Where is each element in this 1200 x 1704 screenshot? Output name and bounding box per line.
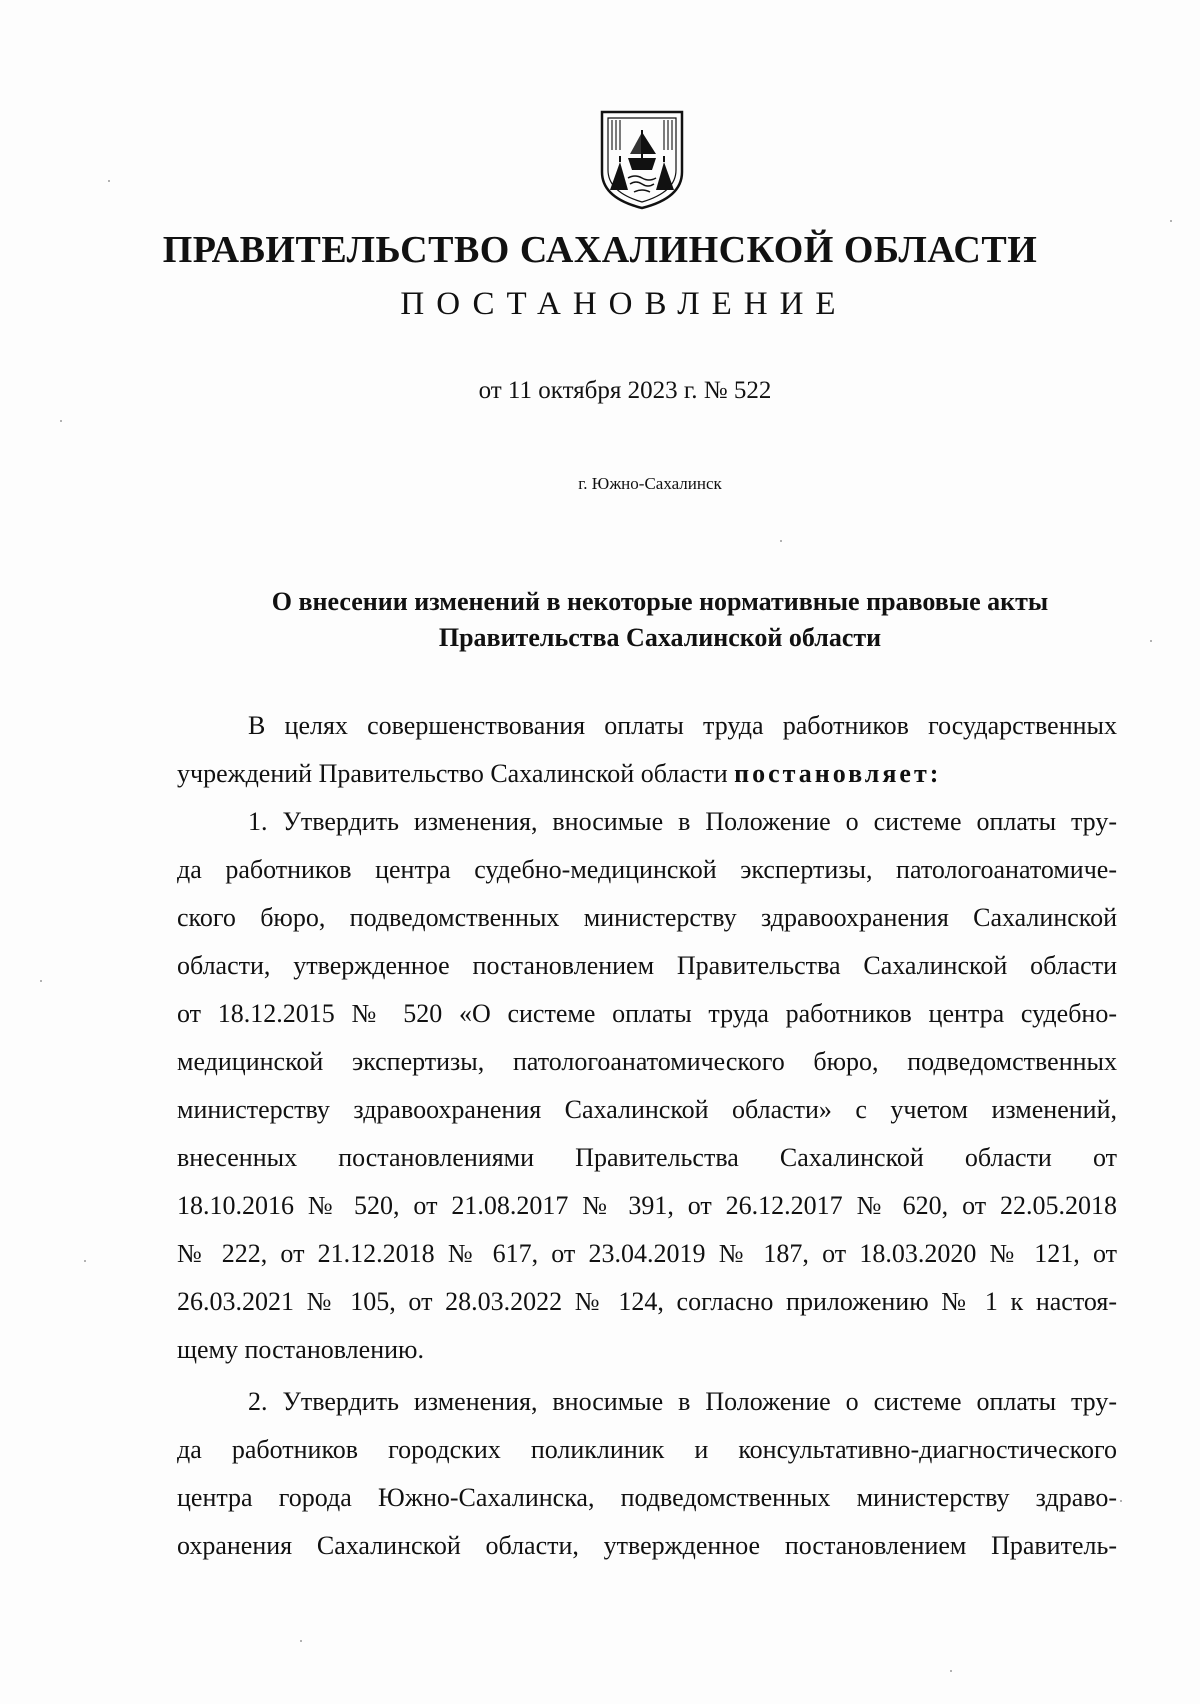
document-subject	[180, 584, 1140, 656]
item2-line: охранения Сахалинской области, утвержденное постановлением Правитель-	[177, 1531, 1117, 1560]
item1-line: медицинской экспертизы, патологоанатомического бюро, подведомственных	[177, 1047, 1117, 1076]
intro-text: учреждений Правительство Сахалинской области	[177, 759, 735, 788]
intro-line: В целях совершенствования оплаты труда работников государственных	[248, 711, 1117, 740]
item1-line: ского бюро, подведомственных министерству здравоохранения Сахалинской	[177, 903, 1117, 932]
item2-line: центра города Южно-Сахалинска, подведомственных министерству здраво-	[177, 1483, 1117, 1512]
item2-line: 2. Утвердить изменения, вносимые в Положение о системе оплаты тру-	[248, 1387, 1117, 1416]
item1-line: 18.10.2016 № 520, от 21.08.2017 № 391, от 26.12.2017 № 620, от 22.05.2018	[177, 1191, 1117, 1220]
intro-resolves: постановляет:	[734, 759, 942, 788]
item1-line: внесенных постановлениями Правительства Сахалинской области от	[177, 1143, 1117, 1172]
document-city: г. Южно-Сахалинск	[578, 474, 722, 493]
government-title: ПРАВИТЕЛЬСТВО САХАЛИНСКОЙ ОБЛАСТИ	[162, 229, 1038, 271]
item1-line: щему постановлению.	[177, 1335, 424, 1364]
document-type: ПОСТАНОВЛЕНИЕ	[400, 286, 848, 322]
coat-of-arms-icon	[600, 110, 684, 210]
item1-line: области, утвержденное постановлением Правительства Сахалинской области	[177, 951, 1117, 980]
intro-line	[177, 756, 1117, 792]
item1-line: министерству здравоохранения Сахалинской области» с учетом изменений,	[177, 1095, 1117, 1124]
item2-line: да работников городских поликлиник и консультативно-диагностического	[177, 1435, 1117, 1464]
item1-line: 1. Утвердить изменения, вносимые в Положение о системе оплаты тру-	[248, 807, 1117, 836]
item1-line: да работников центра судебно-медицинской экспертизы, патологоанатомиче-	[177, 855, 1117, 884]
item1-line: 26.03.2021 № 105, от 28.03.2022 № 124, согласно приложению № 1 к настоя-	[177, 1287, 1117, 1316]
item1-line: № 222, от 21.12.2018 № 617, от 23.04.2019 № 187, от 18.03.2020 № 121, от	[177, 1239, 1117, 1268]
item1-line: от 18.12.2015 № 520 «О системе оплаты труда работников центра судебно-	[177, 999, 1117, 1028]
document-date-number: от 11 октября 2023 г. № 522	[478, 377, 772, 404]
subject-line: Правительства Сахалинской области	[438, 623, 882, 652]
subject-line: О внесении изменений в некоторые нормативные правовые акты	[271, 587, 1049, 616]
